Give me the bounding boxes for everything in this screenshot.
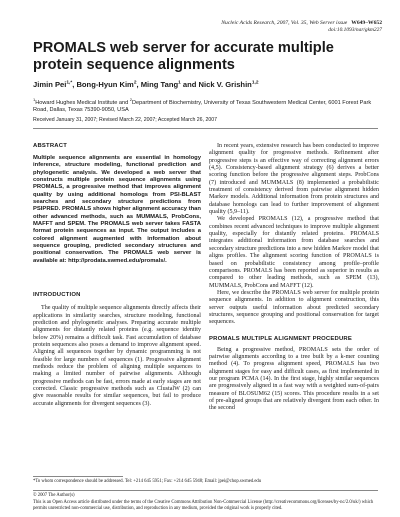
left-column xyxy=(33,143,201,408)
author-affiliation-mark: 1,* xyxy=(66,80,73,86)
affiliations xyxy=(33,96,378,114)
doi: doi:10.1093/nar/gkm227 xyxy=(328,27,382,33)
body-paragraph: Here, we describe the PROMALS web server for multiple protein sequence alignments. In addition to alignment construction, this server outputs useful information about predicted secondary structures, sequence grouping and positional conservation for target sequences. xyxy=(209,289,379,326)
author-affiliation-mark: 1,2 xyxy=(251,80,259,86)
footer-divider xyxy=(33,490,378,491)
journal-header xyxy=(40,20,382,27)
paper-title: PROMALS web server for accurate multiple protein sequence alignments xyxy=(33,40,334,73)
body-paragraph: In recent years, extensive research has been conducted to improve alignment quality for progressive methods. Refinement after progressive steps is an effective way of correcting alignment errors (4,5). Consistency-based alignment strategy (6) derives a better scoring function before the progressive alignment steps. ProbCons (7) introduced and MUMMALS (8) implemented a probabilistic treatment of consistency derived from pairwise alignment hidden Markov models. Additional information from protein structures and database homologs can lead to further improvement of alignment quality (5,9–11). xyxy=(209,143,379,216)
author-name: , Ming Tang xyxy=(136,80,179,89)
page-range: W649–W652 xyxy=(351,20,382,26)
author-name: , Bong-Hyun Kim xyxy=(72,80,134,89)
body-paragraph: Being a progressive method, PROMALS sets the order of pairwise alignments according to a tree built by a k-mer counting method (4). To progress alignment speed, PROMALS has two alignment stages for easy and difficult cases, as first implemented in our program PCMA (14). In the first stage, highly similar sequences are progressively aligned in a fast way with a weighted sum-of-pairs measure of BLOSUM62 (15) scores. This procedure results in a set of pre-aligned groups that are relatively divergent from each other. In the second xyxy=(209,346,379,412)
correspondence-footnote: *To whom correspondence should be addressed. Tel: +214 645 5951; Fax: +214 645 5948; Email: jpei@chop.swmed.edu xyxy=(33,479,262,484)
procedure-heading: PROMALS MULTIPLE ALIGNMENT PROCEDURE xyxy=(209,335,353,342)
footnote-divider xyxy=(33,476,123,477)
affiliation-text: Department of Biochemistry, University of Texas Southwestern Medical Center, 6001 Forest Park Road, Dallas, Texas 75390-9050, USA xyxy=(33,99,372,114)
affiliation-text: Howard Hughes Medical Institute and xyxy=(35,99,130,106)
author-name: and Nick V. Grishin xyxy=(180,80,252,89)
introduction-heading: INTRODUCTION xyxy=(33,292,81,299)
affiliation-mark: 2 xyxy=(129,97,132,102)
abstract-heading: ABSTRACT xyxy=(33,143,67,149)
author-affiliation-mark: 1 xyxy=(178,80,181,86)
author-name: Jimin Pei xyxy=(33,80,67,89)
abstract-text: Multiple sequence alignments are essential in homology inference, structure modeling, functional prediction and phylogenetic analysis. We developed a web server that constructs multiple protein sequence alignments using PROMALS, a progressive method that improves alignment quality by using additional homologs from PSI-BLAST searches and secondary structure predictions from PSIPRED. PROMALS shows higher alignment accuracy than other advanced methods, such as MUMMALS, ProbCons, MAFFT and SPEM. The PROMALS web server takes FASTA format protein sequences as input. The output includes a colored alignment augmented with information about sequence grouping, predicted secondary structures and positional conservation. The PROMALS web server is available at: http://prodata.swmed.edu/promals/. xyxy=(33,155,201,264)
journal-citation: Nucleic Acids Research, 2007, Vol. 35, Web Server issue xyxy=(221,20,348,26)
author-affiliation-mark: 2 xyxy=(133,80,137,86)
body-paragraph: We developed PROMALS (12), a progressive method that combines recent advanced techniques to improve multiple alignment quality, especially for distantly related proteins. PROMALS integrates additional information from database searches and secondary structure predictions into a new hidden Markov model that aligns profiles. The alignment scoring function of PROMALS is based on probabilistic consistency among profile–profile comparisons. PROMALS has been reported as superior in results as compared to other leading methods, such as SPEM (13), MUMMALS, ProbCons and MAFFT (12). xyxy=(209,216,379,289)
affiliation-mark: 1 xyxy=(33,97,36,102)
copyright-line: © 2007 The Author(s) xyxy=(33,493,75,498)
received-dates: Received January 31, 2007; Revised March 22, 2007; Accepted March 26, 2007 xyxy=(33,117,217,123)
author-list xyxy=(33,80,259,89)
header-divider xyxy=(33,128,378,129)
license-text: This is an Open Access article distributed under the terms of the Creative Commons Attribution Non-Commercial License (http://creativecommons.org/licenses/by-nc/2.0/uk/) which permits unrestricted non-commercial use, distribution, and reproduction in any medium, provided the original work is properly cited. xyxy=(33,500,374,511)
right-column xyxy=(209,143,379,413)
introduction-paragraph: The quality of multiple sequence alignments directly affects their applications in similarity searches, structure modeling, functional prediction and phylogenetic analyses. Preparing accurate multiple alignments for distantly related proteins (e.g. sequence identity below 20%) remains a difficult task. Fast accumulation of database protein sequences also poses a demand to improve alignment speed. Aligning all sequences together by dynamic programming is not feasible for large numbers of sequences (1). Progressive alignment methods reduce the problem of aligning multiple sequences to making a limited number of pairwise alignments. Although progressive methods can be fast, errors made at early stages are not corrected. Classic progressive methods such as ClustalW (2) can give reasonable results for similar sequences, but fail to produce accurate alignments for divergent sequences (3). xyxy=(33,305,201,407)
